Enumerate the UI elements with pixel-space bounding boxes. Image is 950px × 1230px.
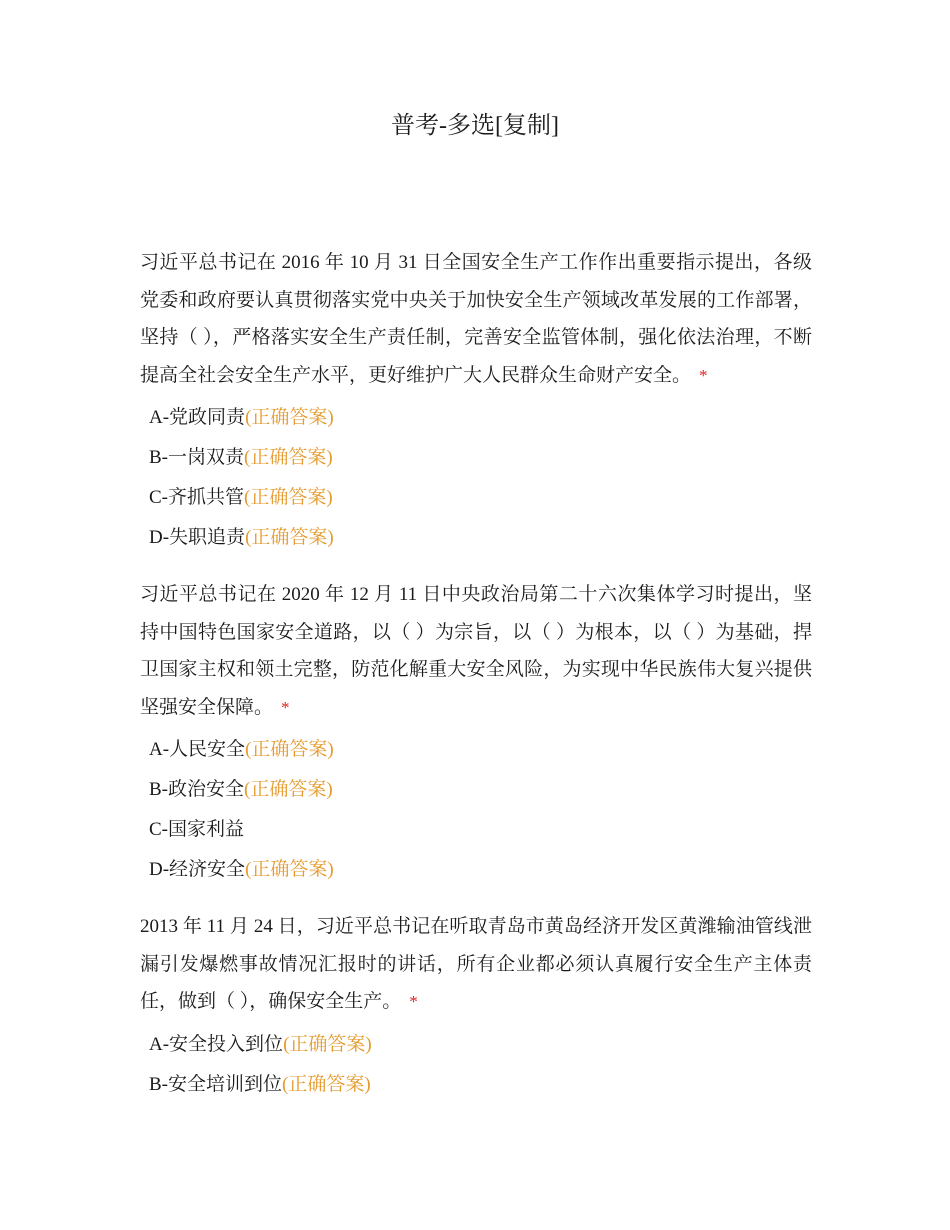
- question-1: [140, 244, 812, 558]
- question-stem: [140, 244, 812, 394]
- option-b[interactable]: [140, 1065, 812, 1105]
- correct-answer-tag: (正确答案): [245, 527, 334, 548]
- question-stem: [140, 908, 812, 1021]
- option-label: A-人民安全: [149, 739, 246, 760]
- option-label: D-经济安全: [149, 859, 246, 880]
- option-c[interactable]: [140, 478, 812, 518]
- option-b[interactable]: [140, 438, 812, 478]
- option-label: C-国家利益: [149, 819, 245, 840]
- option-a[interactable]: [140, 1025, 812, 1065]
- option-d[interactable]: [140, 518, 812, 558]
- correct-answer-tag: (正确答案): [244, 487, 333, 508]
- correct-answer-tag: (正确答案): [244, 447, 333, 468]
- question-3: [140, 908, 812, 1105]
- question-text: 习近平总书记在 2020 年 12 月 11 日中央政治局第二十六次集体学习时提出，坚持中国特色国家安全道路，以（ ）为宗旨，以（ ）为根本，以（ ）为基础，捍卫国家主权和领土完整，防范化解重大安全风险，为实现中华民族伟大复兴提供坚强安全保障。: [140, 584, 812, 718]
- question-2: [140, 576, 812, 890]
- correct-answer-tag: (正确答案): [245, 739, 334, 760]
- option-label: A-安全投入到位: [149, 1033, 284, 1055]
- question-stem: [140, 576, 812, 726]
- correct-answer-tag: (正确答案): [245, 859, 334, 880]
- option-b[interactable]: [140, 770, 812, 810]
- correct-answer-tag: (正确答案): [244, 779, 333, 800]
- option-label: B-一岗双责: [149, 447, 245, 468]
- option-label: D-失职追责: [149, 527, 246, 548]
- question-text: 2013 年 11 月 24 日，习近平总书记在听取青岛市黄岛经济开发区黄潍输油管线泄漏引发爆燃事故情况汇报时的讲话，所有企业都必须认真履行安全生产主体责任，做到（ ），确保安全生产。: [140, 916, 812, 1012]
- correct-answer-tag: (正确答案): [245, 407, 334, 428]
- correct-answer-tag: (正确答案): [282, 1073, 371, 1095]
- correct-answer-tag: (正确答案): [283, 1033, 372, 1055]
- option-c[interactable]: [140, 810, 812, 850]
- option-label: C-齐抓共管: [149, 487, 245, 508]
- option-d[interactable]: [140, 850, 812, 890]
- option-a[interactable]: [140, 398, 812, 438]
- option-label: A-党政同责: [149, 407, 246, 428]
- document-title: 普考-多选[复制]: [391, 113, 559, 139]
- question-list: [140, 244, 812, 1123]
- option-label: B-安全培训到位: [149, 1073, 283, 1095]
- option-label: B-政治安全: [149, 779, 245, 800]
- question-text: 习近平总书记在 2016 年 10 月 31 日全国安全生产工作作出重要指示提出，各级党委和政府要认真贯彻落实党中央关于加快安全生产领域改革发展的工作部署，坚持（ ），严格落实安全生产责任制，完善安全监管体制，强化依法治理，不断提高全社会安全生产水平，更好维护广大人民群众生命财产安全。: [140, 252, 812, 386]
- option-a[interactable]: [140, 730, 812, 770]
- required-star: *: [281, 697, 290, 717]
- required-star: *: [699, 365, 708, 385]
- required-star: *: [409, 992, 418, 1011]
